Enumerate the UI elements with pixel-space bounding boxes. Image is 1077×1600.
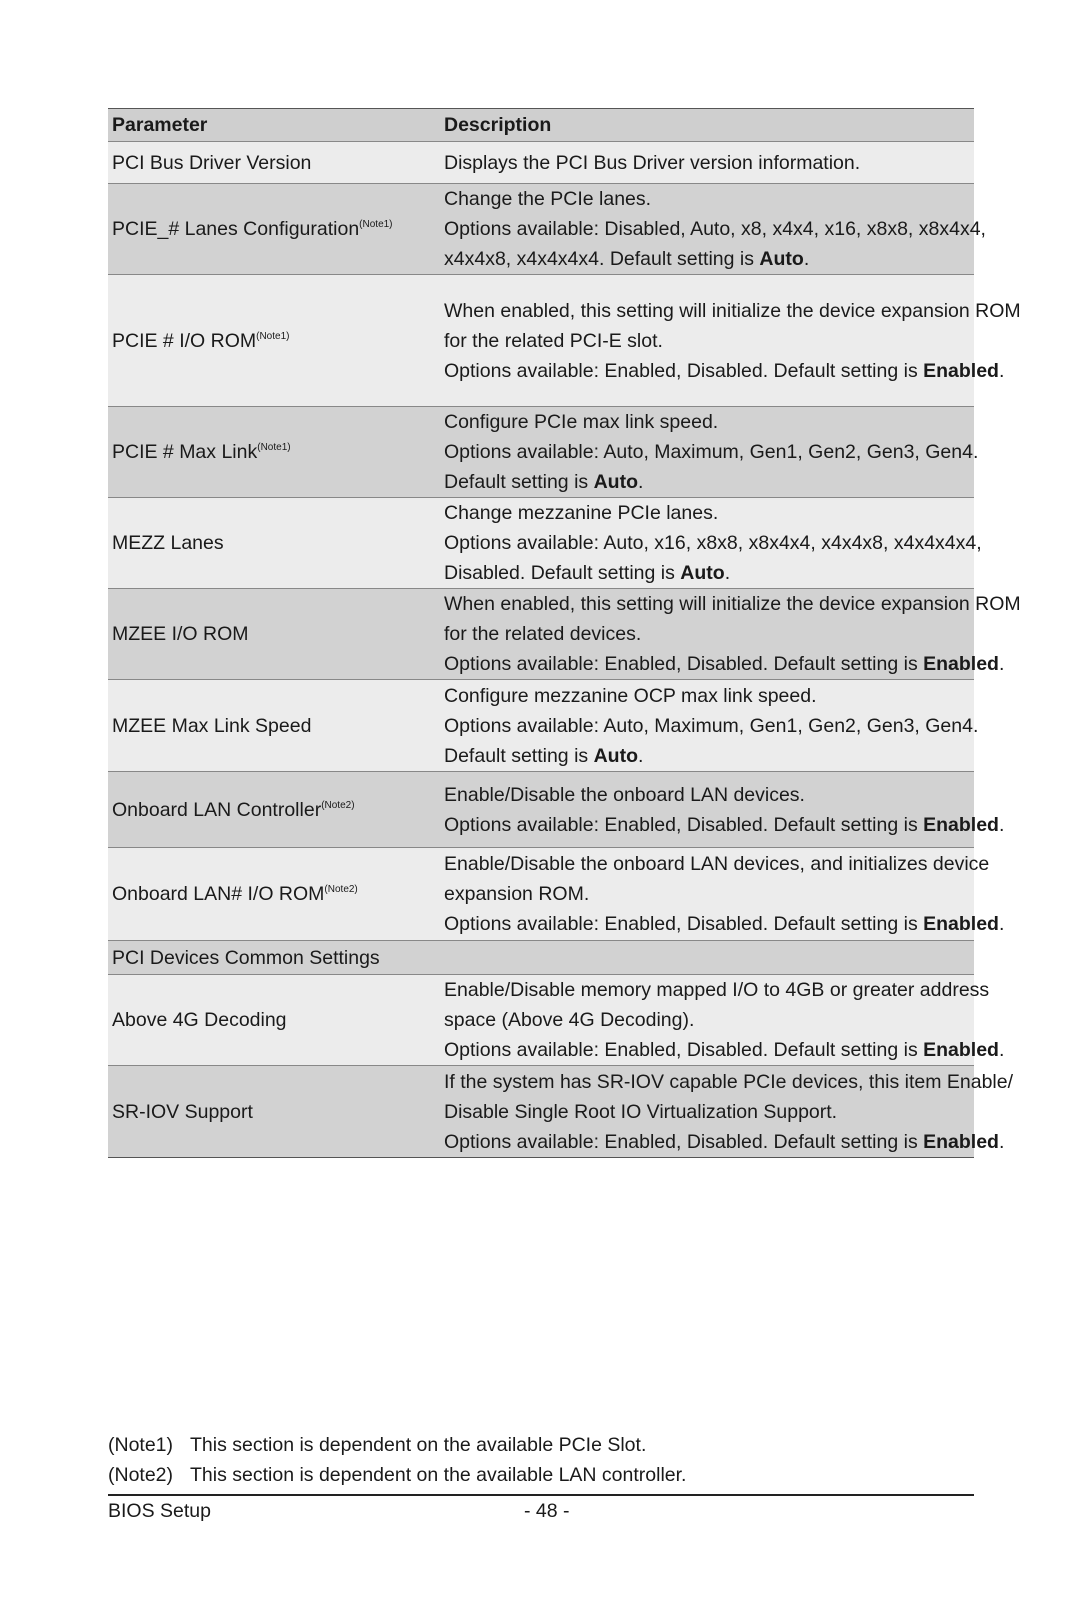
description-text: When enabled, this setting will initialize the device expansion ROM bbox=[444, 593, 1021, 615]
description-text: Default setting is bbox=[444, 744, 594, 767]
description-text-end: . bbox=[724, 562, 731, 584]
parameter-cell bbox=[108, 975, 438, 1066]
description-cell bbox=[438, 848, 1005, 941]
description-line bbox=[444, 975, 990, 1005]
description-text: Change mezzanine PCIe lanes. bbox=[444, 502, 719, 524]
footnote-1 bbox=[108, 1430, 686, 1460]
parameter-name: MEZZ Lanes bbox=[112, 532, 224, 554]
description-text-end: . bbox=[803, 248, 810, 270]
description-text: Options available: Enabled, Disabled. Default setting is bbox=[444, 1039, 924, 1061]
description-cell bbox=[438, 142, 974, 184]
table-row bbox=[108, 275, 974, 407]
description-text: Enable/Disable memory mapped I/O to 4GB or greater address bbox=[444, 979, 990, 1001]
description-line bbox=[444, 780, 974, 810]
description-line bbox=[444, 909, 1005, 939]
default-value: Auto bbox=[593, 744, 638, 767]
description-text: space (Above 4G Decoding). bbox=[444, 1009, 695, 1031]
description-text-end: . bbox=[998, 813, 1005, 836]
description-text: Displays the PCI Bus Driver version information. bbox=[444, 151, 861, 174]
description-text: Options available: Auto, Maximum, Gen1, Gen2, Gen3, Gen4. bbox=[444, 714, 979, 737]
parameter-cell bbox=[108, 498, 438, 589]
description-text: When enabled, this setting will initialize the device expansion ROM bbox=[444, 299, 1021, 322]
description-line bbox=[444, 296, 1021, 326]
table-header-row bbox=[108, 109, 974, 142]
description-text: Change the PCIe lanes. bbox=[444, 188, 652, 210]
note-reference: (Note2) bbox=[324, 884, 358, 895]
description-line bbox=[444, 558, 974, 588]
description-line bbox=[444, 711, 979, 741]
parameter-table bbox=[108, 108, 1021, 1158]
description-text: Configure mezzanine OCP max link speed. bbox=[444, 684, 817, 707]
description-line bbox=[444, 589, 1021, 619]
description-text: Options available: Enabled, Disabled. Default setting is bbox=[444, 1130, 924, 1153]
description-line bbox=[444, 148, 974, 178]
description-text: Enable/Disable the onboard LAN devices. bbox=[444, 783, 805, 806]
description-line bbox=[444, 407, 974, 437]
description-text: Options available: Enabled, Disabled. Default setting is bbox=[444, 813, 924, 836]
description-text: expansion ROM. bbox=[444, 883, 590, 905]
description-line bbox=[444, 528, 982, 558]
default-value: Enabled bbox=[923, 653, 999, 675]
footnote-tag: (Note2) bbox=[108, 1464, 174, 1486]
parameter-name: Above 4G Decoding bbox=[112, 1009, 287, 1031]
table-row bbox=[108, 407, 974, 498]
default-value: Auto bbox=[593, 471, 638, 493]
description-text: Configure PCIe max link speed. bbox=[444, 411, 719, 433]
footnote-text: This section is dependent on the available LAN controller. bbox=[190, 1464, 687, 1486]
description-line bbox=[444, 467, 974, 497]
description-text: Enable/Disable the onboard LAN devices, and initializes device bbox=[444, 853, 990, 875]
default-value: Auto bbox=[680, 562, 725, 584]
description-text: Default setting is bbox=[444, 471, 594, 493]
description-text: for the related devices. bbox=[444, 623, 642, 645]
description-text: If the system has SR-IOV capable PCIe devices, this item Enable/ bbox=[444, 1070, 1014, 1093]
description-text: Disabled. Default setting is bbox=[444, 562, 681, 584]
description-cell bbox=[438, 1066, 1014, 1158]
description-cell bbox=[438, 184, 986, 275]
description-cell bbox=[438, 975, 1005, 1066]
parameter-cell bbox=[108, 407, 438, 498]
description-line bbox=[444, 849, 990, 879]
description-text: Disable Single Root IO Virtualization Support. bbox=[444, 1100, 838, 1123]
header-description: Description bbox=[438, 109, 974, 142]
parameter-cell bbox=[108, 184, 438, 275]
table-row bbox=[108, 680, 974, 772]
description-line bbox=[444, 1035, 1005, 1065]
header-parameter: Parameter bbox=[108, 109, 438, 142]
description-text-end: . bbox=[637, 471, 644, 493]
parameter-name: PCI Bus Driver Version bbox=[112, 151, 312, 174]
parameter-cell bbox=[108, 142, 438, 184]
default-value: Enabled bbox=[923, 1130, 999, 1153]
footnote-tag: (Note1) bbox=[108, 1434, 174, 1456]
description-text: Options available: Disabled, Auto, x8, x4x4, x16, x8x8, x8x4x4, bbox=[444, 218, 986, 240]
description-text: Options available: Auto, Maximum, Gen1, Gen2, Gen3, Gen4. bbox=[444, 441, 979, 463]
footnote-2 bbox=[108, 1460, 686, 1490]
description-line bbox=[444, 810, 1005, 840]
table-row bbox=[108, 589, 974, 680]
description-line bbox=[444, 1005, 974, 1035]
parameter-cell bbox=[108, 941, 438, 975]
parameter-name: Onboard LAN Controller bbox=[112, 798, 322, 821]
parameter-cell bbox=[108, 589, 438, 680]
description-cell bbox=[438, 772, 1005, 848]
description-line bbox=[444, 498, 974, 528]
page-number: - 48 - bbox=[524, 1500, 570, 1522]
description-text: Options available: Enabled, Disabled. Default setting is bbox=[444, 913, 924, 935]
description-line bbox=[444, 1097, 974, 1127]
description-cell bbox=[438, 941, 974, 975]
parameter-name: PCIE_# Lanes Configuration bbox=[112, 218, 360, 240]
note-reference: (Note1) bbox=[257, 442, 291, 453]
description-line bbox=[444, 184, 974, 214]
table-row bbox=[108, 498, 974, 589]
footer-rule bbox=[108, 1494, 974, 1496]
description-text: x4x4x8, x4x4x4x4. Default setting is bbox=[444, 248, 760, 270]
description-text: for the related PCI-E slot. bbox=[444, 329, 663, 352]
description-line bbox=[444, 244, 974, 274]
default-value: Enabled bbox=[923, 913, 999, 935]
default-value: Enabled bbox=[923, 1039, 999, 1061]
description-line bbox=[444, 879, 974, 909]
description-cell bbox=[438, 498, 982, 589]
footnote-text: This section is dependent on the available PCIe Slot. bbox=[190, 1434, 647, 1456]
note-reference: (Note2) bbox=[321, 799, 355, 811]
note-reference: (Note1) bbox=[359, 219, 393, 230]
description-text: Options available: Enabled, Disabled. Default setting is bbox=[444, 653, 924, 675]
default-value: Auto bbox=[759, 248, 804, 270]
description-cell bbox=[438, 589, 1021, 680]
parameter-name: PCIE # Max Link bbox=[112, 441, 258, 463]
parameter-name: PCIE # I/O ROM bbox=[112, 329, 257, 352]
description-text: Options available: Enabled, Disabled. Default setting is bbox=[444, 359, 924, 382]
table-row bbox=[108, 848, 974, 941]
description-line bbox=[444, 681, 974, 711]
description-line bbox=[444, 326, 974, 356]
description-line bbox=[444, 214, 986, 244]
table-row bbox=[108, 941, 974, 975]
description-line bbox=[444, 649, 1005, 679]
description-cell bbox=[438, 407, 979, 498]
description-line bbox=[444, 356, 1005, 386]
default-value: Enabled bbox=[923, 813, 999, 836]
parameter-name: SR-IOV Support bbox=[112, 1100, 253, 1123]
description-line bbox=[444, 741, 974, 771]
description-line bbox=[444, 1067, 1014, 1097]
parameter-name: Onboard LAN# I/O ROM bbox=[112, 883, 325, 905]
footnotes bbox=[108, 1430, 686, 1490]
description-cell bbox=[438, 680, 979, 772]
parameter-cell bbox=[108, 1066, 438, 1158]
table-row bbox=[108, 975, 974, 1066]
description-text-end: . bbox=[998, 1130, 1005, 1153]
parameter-name: MZEE I/O ROM bbox=[112, 623, 249, 645]
description-text: Options available: Auto, x16, x8x8, x8x4x4, x4x4x8, x4x4x4x4, bbox=[444, 532, 982, 554]
parameter-name: PCI Devices Common Settings bbox=[112, 946, 380, 969]
description-text-end: . bbox=[998, 913, 1005, 935]
note-reference: (Note1) bbox=[256, 330, 290, 342]
description-text-end: . bbox=[998, 653, 1005, 675]
parameter-name: MZEE Max Link Speed bbox=[112, 714, 312, 737]
parameter-cell bbox=[108, 772, 438, 848]
description-cell bbox=[438, 275, 1021, 407]
default-value: Enabled bbox=[923, 359, 999, 382]
parameter-cell bbox=[108, 275, 438, 407]
parameter-cell bbox=[108, 848, 438, 941]
description-text-end: . bbox=[637, 744, 644, 767]
table-row bbox=[108, 142, 974, 184]
description-text-end: . bbox=[998, 359, 1005, 382]
footer-section-title: BIOS Setup bbox=[108, 1500, 211, 1522]
description-text-end: . bbox=[998, 1039, 1005, 1061]
table-row bbox=[108, 1066, 974, 1158]
description-line bbox=[444, 619, 974, 649]
description-line bbox=[444, 437, 979, 467]
table-row bbox=[108, 772, 974, 848]
parameter-cell bbox=[108, 680, 438, 772]
description-line bbox=[444, 1127, 1005, 1157]
table-row bbox=[108, 184, 974, 275]
